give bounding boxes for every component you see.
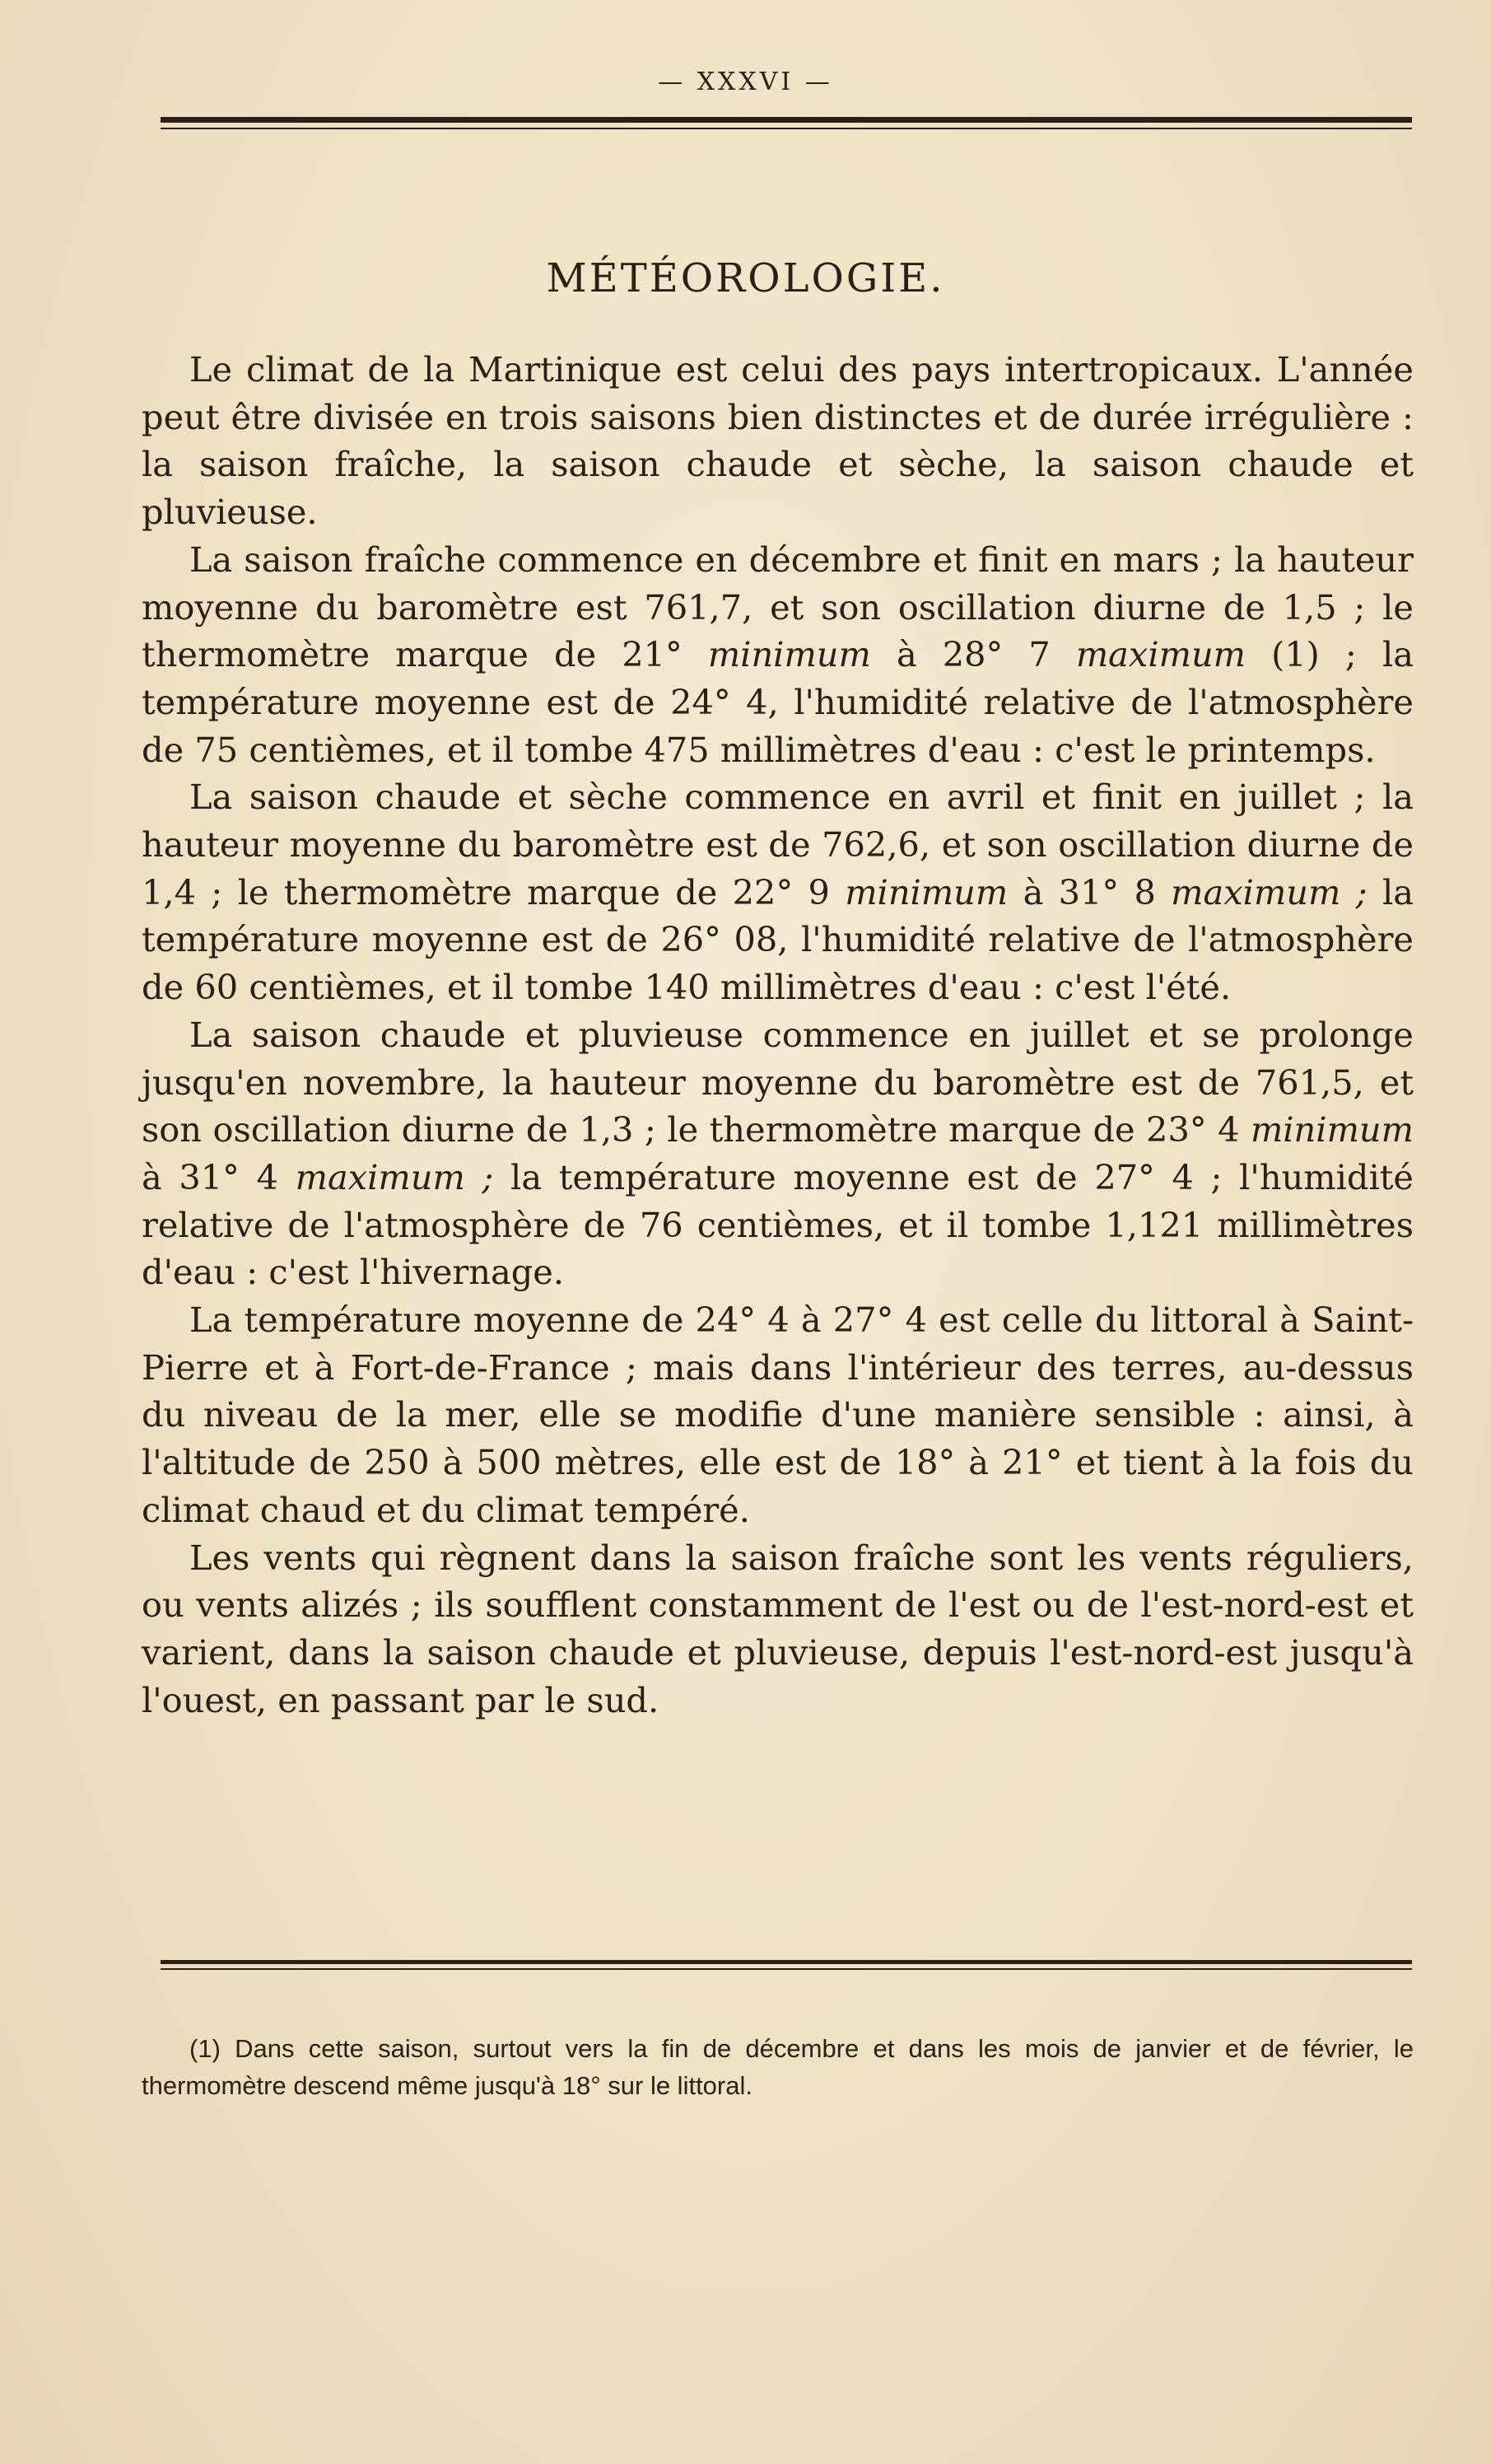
text-run: (1) ; la température moyenne est de 24° 4, l'humidité relative de l'atmosphère de 75 centièmes, et il tombe 475 millimètres d'eau : c'est le printemps. (142, 634, 1414, 770)
text-run: à 28° 7 (870, 634, 1076, 675)
paragraph (142, 1296, 1414, 1534)
text-run: à 31° 4 (142, 1156, 296, 1197)
paragraph (142, 1011, 1414, 1296)
footnote-rule-thin (161, 1968, 1412, 1970)
text-run: La saison chaude et pluvieuse commence en juillet et se prolonge jusqu'en novembre, la hauteur moyenne du baromètre est de 761,5, et son oscillation diurne de 1,3 ; le thermomètre marque de 23° 4 (142, 1014, 1414, 1150)
italic-term: minimum (707, 634, 871, 675)
footnote: (1) Dans cette saison, surtout vers la fin de décembre et dans les mois de janvier et de février, le thermomètre descend même jusqu'à 18° sur le littoral. (142, 2034, 1414, 2100)
body-text (142, 346, 1414, 1724)
text-run: La saison chaude et sèche commence en avril et finit en juillet ; la hauteur moyenne du baromètre est de 762,6, et son oscillation diurne de 1,4 ; le thermomètre marque de 22° 9 (142, 777, 1414, 912)
text-run: Les vents qui règnent dans la saison fraîche sont les vents réguliers, ou vents alizés ; ils soufflent constamment de l'est ou de l'est-nord-est et varient, dans la saison chaude et pluvieuse, depuis l'est-nord-est jusqu'à l'ouest, en passant par le sud. (142, 1537, 1414, 1720)
paragraph (142, 1534, 1414, 1724)
text-run: à 31° 8 (1008, 871, 1172, 912)
section-title: MÉTÉOROLOGIE. (546, 255, 945, 301)
text-run: la température moyenne est de 27° 4 ; l'humidité relative de l'atmosphère de 76 centièmes, et il tombe 1,121 millimètres d'eau : c'est l'hivernage. (142, 1156, 1414, 1293)
paragraph (142, 773, 1414, 1011)
header-rule-thin (161, 128, 1412, 129)
italic-term: minimum (1250, 1109, 1414, 1150)
paragraph (142, 536, 1414, 774)
footnote-rule-thick (161, 1960, 1412, 1964)
paragraph (142, 346, 1414, 536)
page-number-header: — XXXVI — (658, 68, 833, 96)
text-run: la température moyenne est de 26° 08, l'humidité relative de l'atmosphère de 60 centièmes, et il tombe 140 millimètres d'eau : c'est l'été. (142, 871, 1414, 1008)
text-run: Le climat de la Martinique est celui des pays intertropicaux. L'année peut être divisée en trois saisons bien distinctes et de durée irrégulière : la saison fraîche, la saison chaude et sèche, la saison chaude et pluvieuse. (142, 349, 1414, 533)
text-run: La saison fraîche commence en décembre et finit en mars ; la hauteur moyenne du baromètre est 761,7, et son oscillation diurne de 1,5 ; le thermomètre marque de 21° (142, 539, 1414, 675)
header-rule-thick (161, 117, 1412, 123)
italic-term: maximum (1075, 634, 1246, 675)
italic-term: minimum (845, 871, 1009, 912)
text-run: La température moyenne de 24° 4 à 27° 4 est celle du littoral à Saint-Pierre et à Fort-de-France ; mais dans l'intérieur des terres, au-dessus du niveau de la mer, elle se modifie d'une manière sensible : ainsi, à l'altitude de 250 à 500 mètres, elle est de 18° à 21° et tient à la fois du climat chaud et du climat tempéré. (142, 1300, 1414, 1530)
italic-term: maximum ; (295, 1156, 494, 1197)
italic-term: maximum ; (1171, 871, 1368, 912)
